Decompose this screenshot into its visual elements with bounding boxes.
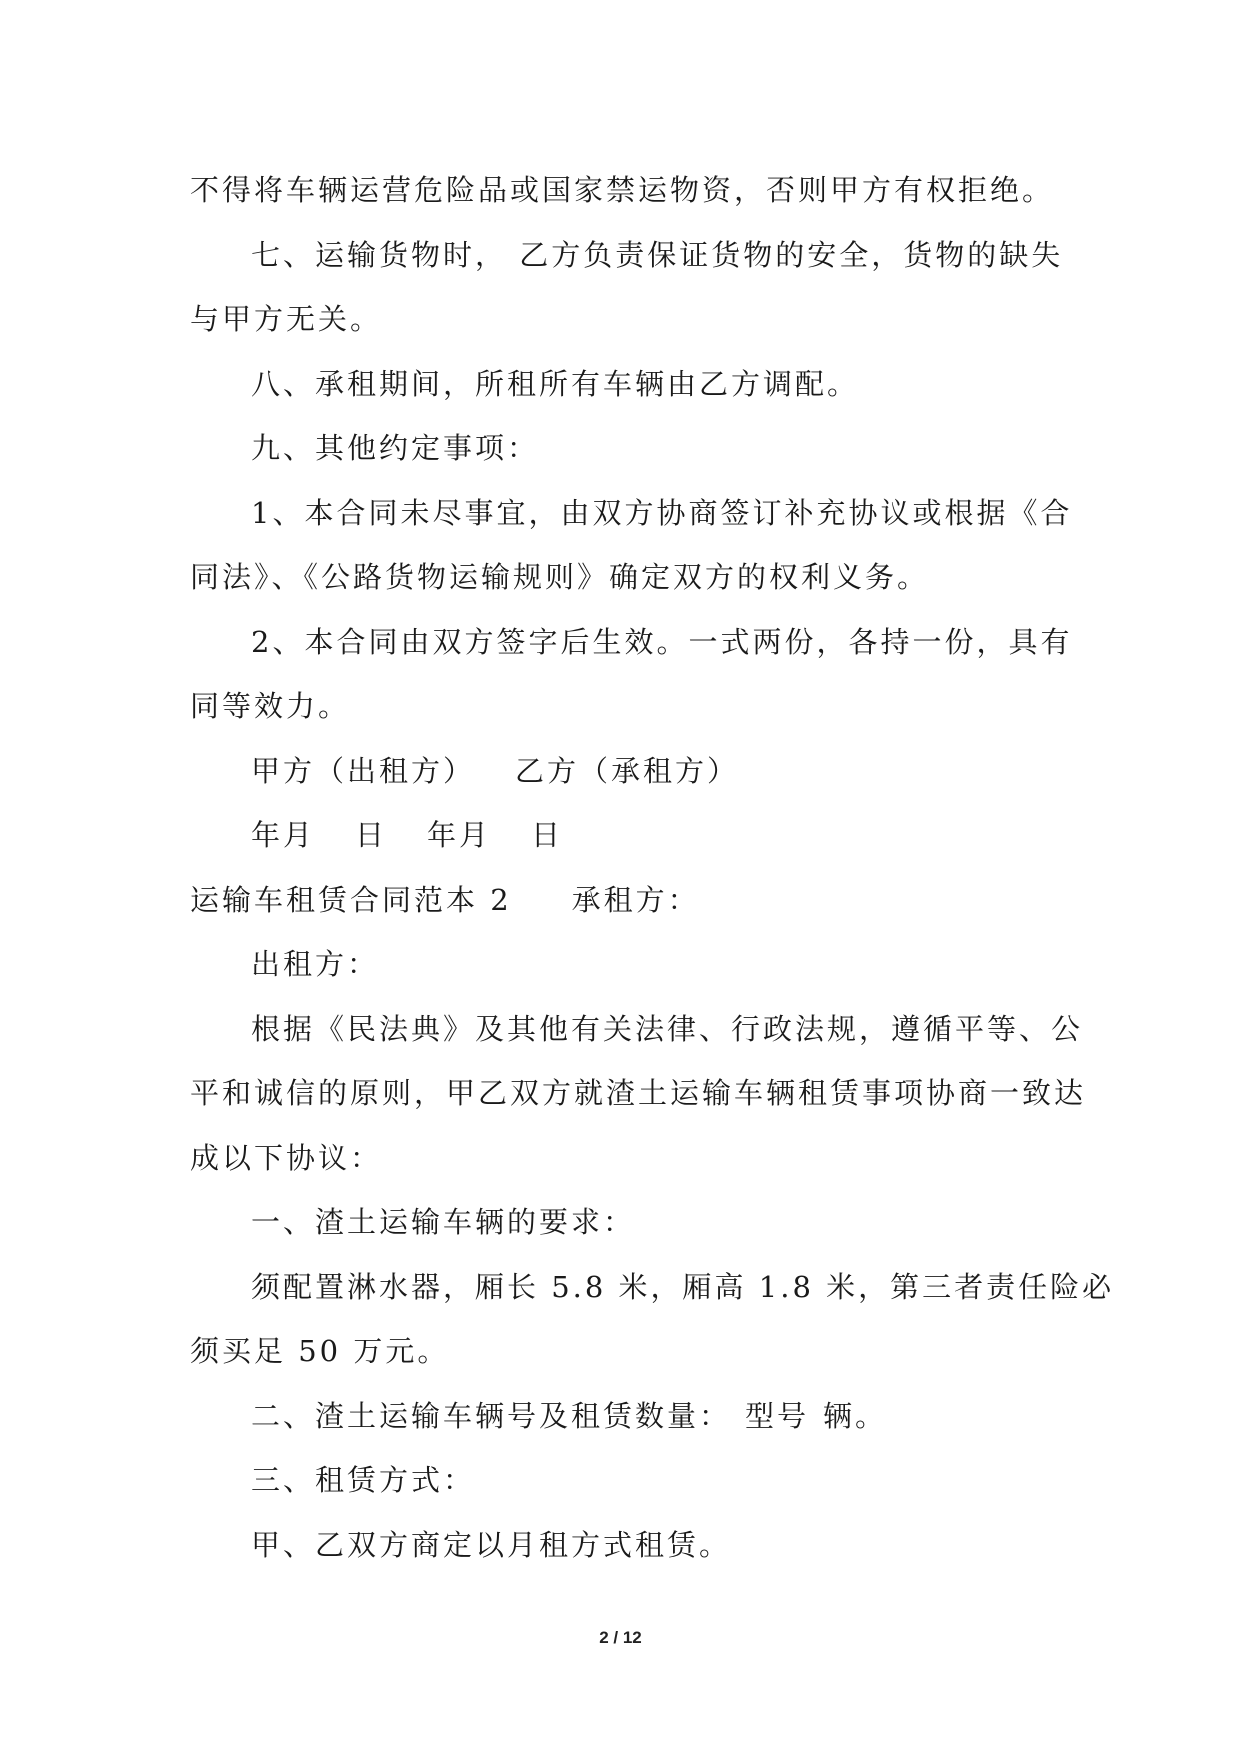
- text-line: 1、本合同未尽事宜，由双方协商签订补充协议或根据《合: [251, 495, 1073, 530]
- text-line: 平和诚信的原则，甲乙双方就渣土运输车辆租赁事项协商一致达: [190, 1076, 1087, 1110]
- text-line: 须买足 50 万元。: [190, 1334, 450, 1368]
- model-label: 型号: [745, 1398, 810, 1433]
- text-line: 出租方：: [251, 947, 380, 981]
- date-year-month-b: 年月: [427, 818, 492, 852]
- text-line: 一、渣土运输车辆的要求：: [251, 1205, 636, 1239]
- vehicle-count-label: 二、渣土运输车辆号及租赁数量：: [251, 1398, 732, 1433]
- text-line: 九、其他约定事项：: [251, 431, 540, 465]
- page-number: 2 / 12: [599, 1628, 642, 1647]
- party-a-label: 甲方（出租方）: [251, 753, 476, 788]
- text-line: 甲、乙双方商定以月租方式租赁。: [251, 1527, 732, 1562]
- text-line: 三、租赁方式：: [251, 1463, 476, 1497]
- text-line: 八、承租期间，所租所有车辆由乙方调配。: [251, 366, 860, 401]
- text-line: 须配置淋水器，厢长 5.8 米，厢高 1.8 米，第三者责任险必: [251, 1269, 1115, 1304]
- section-heading-line: [190, 868, 1060, 933]
- text-line: 同等效力。: [190, 689, 351, 723]
- text-line: 根据《民法典》及其他有关法律、行政法规，遵循平等、公: [251, 1011, 1084, 1046]
- text-line: 七、运输货物时， 乙方负责保证货物的安全，货物的缺失: [251, 237, 1064, 272]
- party-b-label: 乙方（承租方）: [515, 753, 740, 788]
- unit-label: 辆。: [823, 1398, 888, 1433]
- text-line: 2、本合同由双方签字后生效。一式两份，各持一份，具有: [251, 624, 1073, 659]
- lessee-label: 承租方：: [571, 882, 700, 917]
- document-body: [190, 158, 1115, 1577]
- date-day-a: 日: [355, 818, 388, 852]
- text-line: 同法》、《公路货物运输规则》确定双方的权利义务。: [190, 560, 930, 594]
- contract-title: 运输车租赁合同范本 2: [190, 882, 512, 917]
- text-line: 成以下协议：: [190, 1140, 383, 1175]
- date-line: [190, 803, 1060, 868]
- text-line: 与甲方无关。: [190, 302, 383, 336]
- date-day-b: 日: [531, 818, 564, 852]
- signature-line: [190, 739, 1060, 804]
- text-line: 不得将车辆运营危险品或国家禁运物资，否则甲方有权拒绝。: [190, 173, 1055, 207]
- vehicle-count-line: [190, 1384, 1060, 1449]
- date-year-month-a: 年月: [251, 818, 316, 852]
